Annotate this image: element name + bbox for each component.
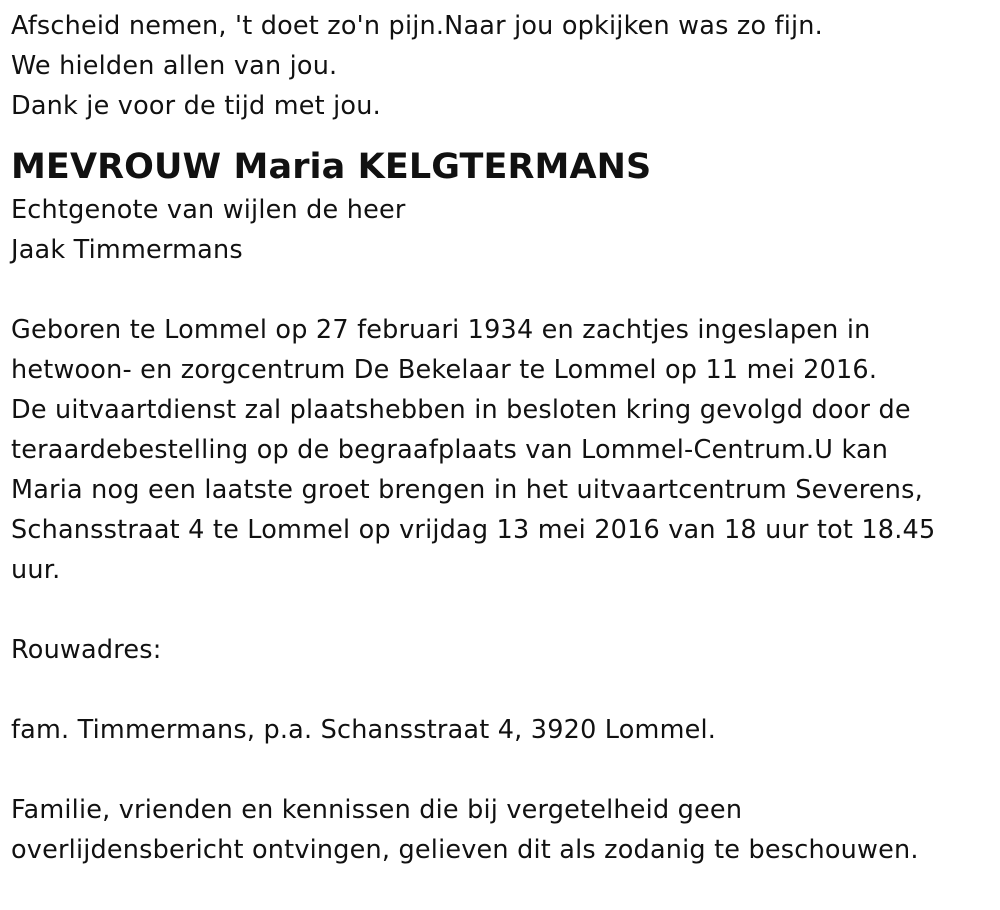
relation-line: Echtgenote van wijlen de heer (11, 195, 406, 225)
announcement-block (11, 310, 991, 590)
address-line: fam. Timmermans, p.a. Schansstraat 4, 3920 Lommel. (11, 715, 717, 745)
poem-block (11, 0, 991, 126)
address-heading: Rouwadres: (11, 635, 162, 665)
deceased-name: MEVROUW Maria KELGTERMANS (11, 147, 652, 187)
spacer (11, 270, 991, 310)
announcement-line: hetwoon- en zorgcentrum De Bekelaar te Lommel op 11 mei 2016. (11, 355, 878, 385)
announcement-line: teraardebestelling op de begraafplaats van Lommel-Centrum.U kan (11, 435, 889, 465)
announcement-line: uur. (11, 555, 61, 585)
closing-block (11, 790, 991, 870)
spacer (11, 590, 991, 630)
spacer (11, 750, 991, 790)
announcement-line: Geboren te Lommel op 27 februari 1934 en zachtjes ingeslapen in (11, 315, 871, 345)
announcement-line: Maria nog een laatste groet brengen in het uitvaartcentrum Severens, (11, 475, 923, 505)
obituary-document (11, 0, 991, 870)
relation-line: Jaak Timmermans (11, 235, 243, 265)
relation-block (11, 190, 991, 270)
spacer (11, 670, 991, 710)
poem-line: Dank je voor de tijd met jou. (11, 91, 381, 121)
poem-line: We hielden allen van jou. (11, 51, 338, 81)
announcement-line: Schansstraat 4 te Lommel op vrijdag 13 mei 2016 van 18 uur tot 18.45 (11, 515, 936, 545)
announcement-line: De uitvaartdienst zal plaatshebben in besloten kring gevolgd door de (11, 395, 911, 425)
closing-line: Familie, vrienden en kennissen die bij vergetelheid geen (11, 795, 743, 825)
closing-line: overlijdensbericht ontvingen, gelieven dit als zodanig te beschouwen. (11, 835, 919, 865)
poem-line: Afscheid nemen, 't doet zo'n pijn.Naar jou opkijken was zo fijn. (11, 11, 823, 41)
